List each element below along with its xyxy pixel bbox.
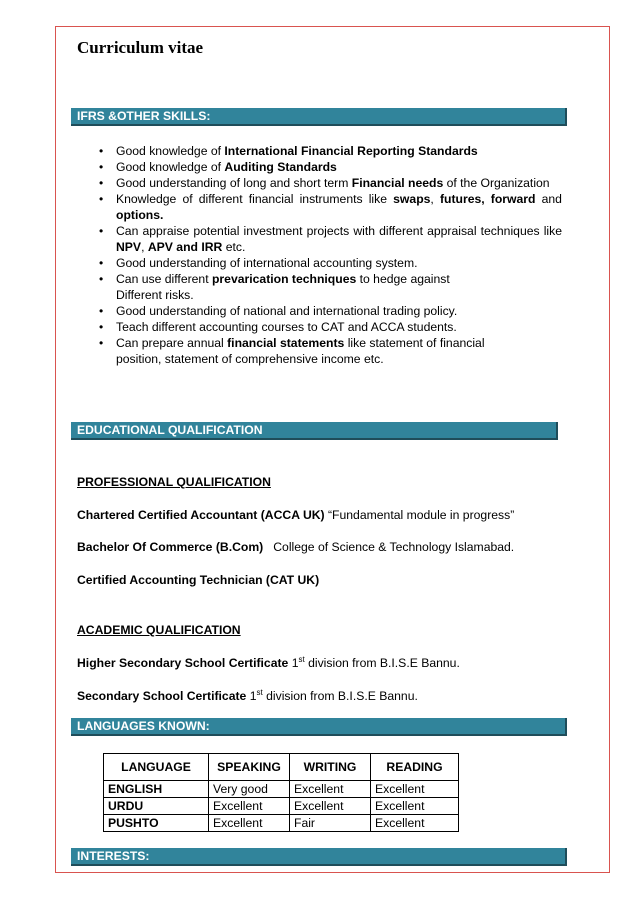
list-item: • Can appraise potential investment projects with different appraisal techniques like NPV, APV and IRR etc. <box>97 223 562 255</box>
page-title: Curriculum vitae <box>77 38 204 57</box>
table-header-row <box>104 754 459 781</box>
professional-qualification-heading: PROFESSIONAL QUALIFICATION <box>77 475 271 489</box>
skills-list <box>97 143 562 367</box>
cat-line: Certified Accounting Technician (CAT UK) <box>77 573 320 587</box>
list-item: • Can use different prevarication techniques to hedge against Different risks. <box>97 271 562 303</box>
list-item: • Knowledge of different financial instruments like swaps, futures, forward and options. <box>97 191 562 223</box>
acca-line: Chartered Certified Accountant (ACCA UK) “Fundamental module in progress” <box>77 508 515 522</box>
section-header-education: EDUCATIONAL QUALIFICATION <box>71 422 558 440</box>
list-item: • Good knowledge of International Financial Reporting Standards <box>97 143 562 159</box>
cell-speaking: Excellent <box>209 798 290 815</box>
ssc-line: Secondary School Certificate 1st division from B.I.S.E Bannu. <box>77 687 418 703</box>
column-header-reading: READING <box>371 754 459 781</box>
section-header-languages: LANGUAGES KNOWN: <box>71 718 567 736</box>
section-header-interests: INTERESTS: <box>71 848 567 866</box>
cell-writing: Excellent <box>290 798 371 815</box>
table-row <box>104 815 459 832</box>
list-item: • Good understanding of long and short term Financial needs of the Organization <box>97 175 562 191</box>
hssc-line: Higher Secondary School Certificate 1st division from B.I.S.E Bannu. <box>77 654 460 670</box>
list-item: • Good understanding of international accounting system. <box>97 255 562 271</box>
cell-reading: Excellent <box>371 815 459 832</box>
cell-language: ENGLISH <box>104 781 209 798</box>
list-item: • Teach different accounting courses to CAT and ACCA students. <box>97 319 562 335</box>
cell-writing: Fair <box>290 815 371 832</box>
column-header-speaking: SPEAKING <box>209 754 290 781</box>
table-row <box>104 798 459 815</box>
section-header-ifrs: IFRS &OTHER SKILLS: <box>71 108 567 126</box>
cell-reading: Excellent <box>371 781 459 798</box>
cell-language: URDU <box>104 798 209 815</box>
list-item: • Good knowledge of Auditing Standards <box>97 159 562 175</box>
column-header-writing: WRITING <box>290 754 371 781</box>
table-row <box>104 781 459 798</box>
cell-speaking: Excellent <box>209 815 290 832</box>
cell-writing: Excellent <box>290 781 371 798</box>
languages-table <box>103 753 459 832</box>
bcom-line: Bachelor Of Commerce (B.Com) College of Science & Technology Islamabad. <box>77 540 515 554</box>
column-header-language: LANGUAGE <box>104 754 209 781</box>
list-item: • Good understanding of national and international trading policy. <box>97 303 562 319</box>
list-item: • Can prepare annual financial statements like statement of financial position, statement of comprehensive income etc. <box>97 335 562 367</box>
cell-reading: Excellent <box>371 798 459 815</box>
cell-language: PUSHTO <box>104 815 209 832</box>
cell-speaking: Very good <box>209 781 290 798</box>
academic-qualification-heading: ACADEMIC QUALIFICATION <box>77 623 241 637</box>
